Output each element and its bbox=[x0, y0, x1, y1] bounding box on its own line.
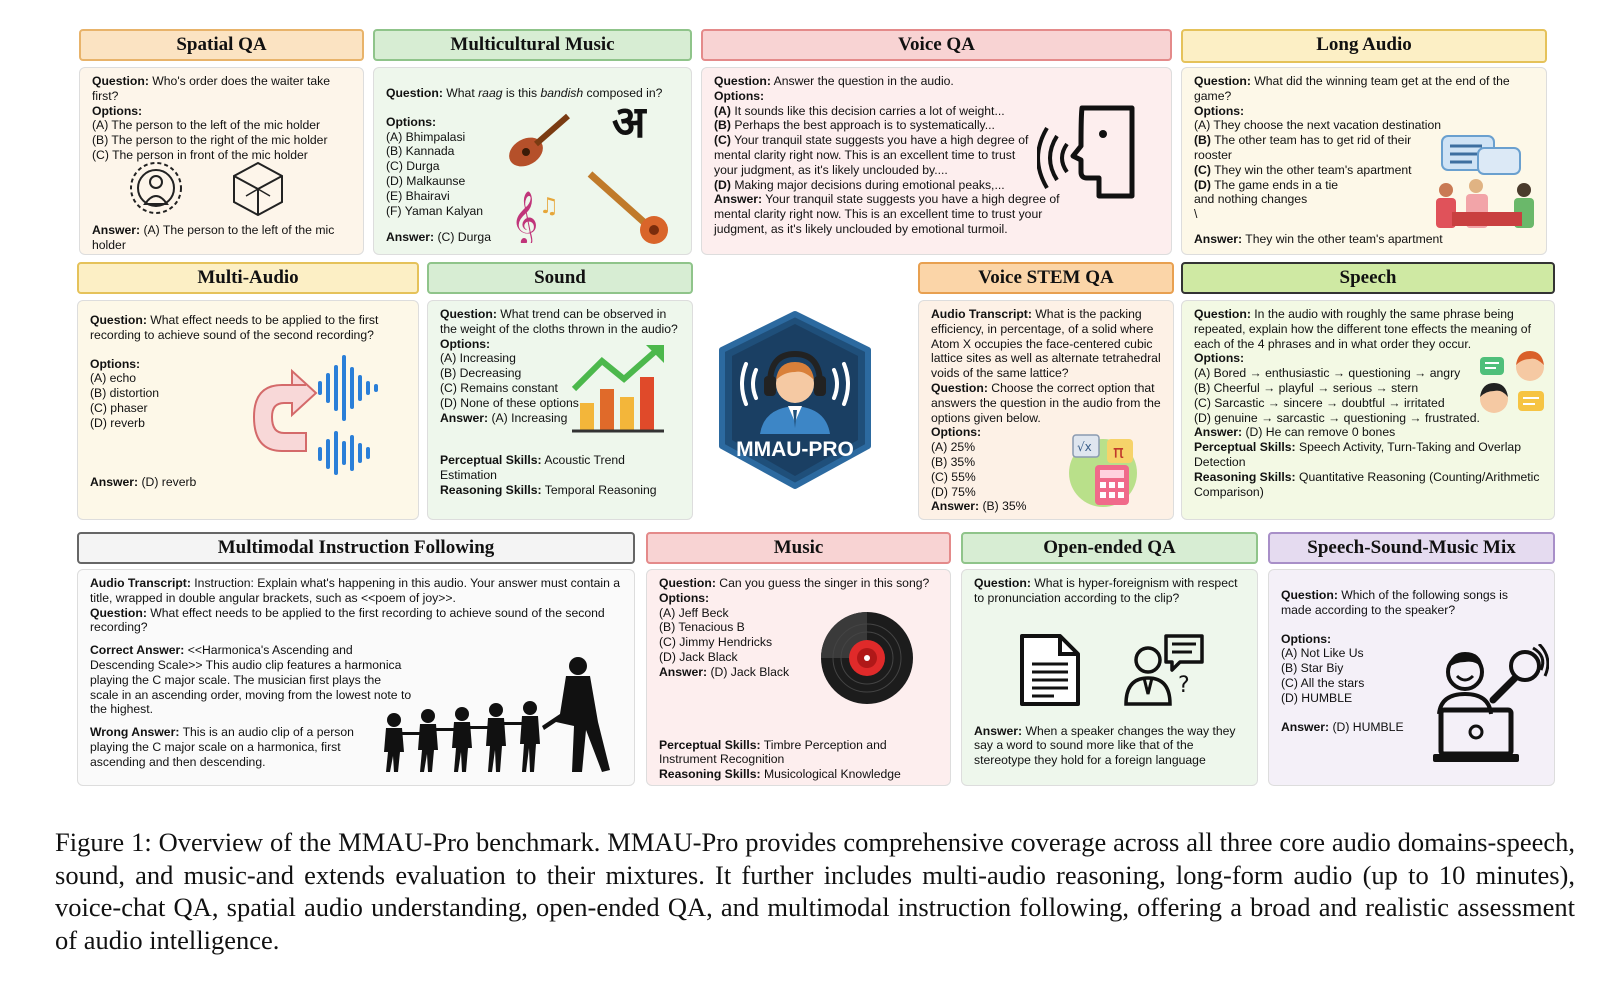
sitar-icon bbox=[504, 110, 574, 172]
long-answer: Answer: They win the other team's apartment bbox=[1194, 231, 1443, 246]
stem-transcript: Audio Transcript: What is the packing efficiency, in percentage, of a solid where Atom X occupies the face-centered cubic lattice sites as well as alternate tetrahedral voids of the same lattice? bbox=[931, 307, 1161, 381]
spatial-options-label: Options: bbox=[92, 103, 143, 118]
voice-question: Question: Answer the question in the audio. bbox=[714, 74, 954, 88]
music-perceptual: Perceptual Skills: Timbre Perception and Instrument Recognition bbox=[659, 737, 887, 767]
instr-correct-answer: Correct Answer: <<Harmonica's Ascending and Descending Scale>> This audio clip features a harmonica playing the C major scale. The musician first plays the scale in an ascending order, moving from the lowest note to the highest. bbox=[90, 643, 412, 717]
spatial-option: (C) The person in front of the mic holder bbox=[92, 147, 308, 162]
speech-header: Speech bbox=[1181, 262, 1555, 294]
voice-qa-panel bbox=[701, 67, 1172, 255]
music-option: (C) Jimmy Hendricks bbox=[659, 635, 773, 650]
mix-answer: Answer: (D) HUMBLE bbox=[1281, 719, 1404, 734]
stem-answer: Answer: (B) 35% bbox=[931, 499, 1027, 514]
sound-options-label: Options: bbox=[440, 336, 491, 351]
figure-caption bbox=[55, 826, 1575, 956]
conversation-faces-icon bbox=[1478, 349, 1548, 417]
long-option: (A) They choose the next vacation destination bbox=[1194, 118, 1442, 133]
sound-header: Sound bbox=[427, 262, 693, 294]
spatial-qa-header: Spatial QA bbox=[79, 29, 364, 61]
spatial-audio-person-icon bbox=[128, 160, 184, 218]
multicultural-answer: Answer: (C) Durga bbox=[386, 230, 491, 245]
sound-panel bbox=[427, 300, 693, 520]
speech-option: (C) Sarcastic → sincere → doubtful → irritated bbox=[1194, 395, 1445, 410]
open-answer: Answer: When a speaker changes the way they say a word to sound more like that of the stereotype they hold for a foreign language bbox=[974, 723, 1236, 768]
devanagari-glyph: अ bbox=[612, 97, 646, 148]
children-silhouette-icon bbox=[380, 656, 624, 776]
speaking-head-icon bbox=[1037, 96, 1147, 206]
open-ended-qa-panel bbox=[961, 569, 1258, 786]
caption-label: Figure 1: bbox=[55, 827, 152, 857]
math-calculator-icon bbox=[1065, 431, 1141, 509]
mmau-pro-logo bbox=[712, 310, 878, 490]
voice-option: (B) Perhaps the best approach is to systematically... bbox=[714, 118, 995, 133]
music-option: (B) Tenacious B bbox=[659, 620, 745, 635]
svg-text:𝄞: 𝄞 bbox=[511, 190, 539, 243]
long-question: Question: What did the winning team get at the end of the game? bbox=[1194, 74, 1510, 103]
speech-sound-music-mix-panel bbox=[1268, 569, 1555, 786]
long-stray-mark: \ bbox=[1194, 207, 1198, 222]
stem-option: (D) 75% bbox=[931, 484, 976, 499]
voice-qa-header: Voice QA bbox=[701, 29, 1172, 61]
long-options-label: Options: bbox=[1194, 103, 1245, 118]
speech-options-label: Options: bbox=[1194, 351, 1245, 366]
vinyl-record-icon bbox=[819, 610, 915, 706]
multi-audio-option: (B) distortion bbox=[90, 386, 160, 401]
multicultural-option: (F) Yaman Kalyan bbox=[386, 203, 484, 218]
mix-question: Question: Which of the following songs is made according to the speaker? bbox=[1281, 588, 1508, 617]
mix-option: (A) Not Like Us bbox=[1281, 646, 1364, 661]
multi-audio-answer: Answer: (D) reverb bbox=[90, 474, 197, 489]
spatial-option: (A) The person to the left of the mic holder bbox=[92, 118, 321, 133]
speech-option: (B) Cheerful → playful → serious → stern bbox=[1194, 380, 1419, 395]
stem-question: Question: Choose the correct option that answers the question in the audio from the options given below. bbox=[931, 380, 1161, 425]
speech-option: (D) genuine → sarcastic → questioning → frustrated. bbox=[1194, 410, 1480, 425]
instr-transcript: Audio Transcript: Instruction: Explain what's happening in this audio. Your answer must contain a title, wrapped in double angular brackets, such as <<poem of joy>>. bbox=[90, 576, 621, 605]
podcaster-laptop-icon bbox=[1429, 644, 1549, 766]
speech-answer: Answer: (D) He can remove 0 bones bbox=[1194, 425, 1396, 440]
multi-audio-header: Multi-Audio bbox=[77, 262, 419, 294]
document-icon bbox=[1018, 632, 1082, 708]
multicultural-option: (A) Bhimpalasi bbox=[386, 129, 466, 144]
long-audio-panel bbox=[1181, 67, 1547, 255]
mix-options-label: Options: bbox=[1281, 631, 1332, 646]
multi-audio-panel bbox=[77, 300, 419, 520]
multicultural-option: (E) Bhairavi bbox=[386, 188, 450, 203]
stem-option: (C) 55% bbox=[931, 469, 976, 484]
music-header: Music bbox=[646, 532, 951, 564]
sound-option: (B) Decreasing bbox=[440, 366, 522, 381]
spatial-cube-icon bbox=[230, 160, 286, 218]
multicultural-option: (B) Kannada bbox=[386, 144, 455, 159]
stem-option: (A) 25% bbox=[931, 440, 976, 455]
voice-stem-qa-panel bbox=[918, 300, 1174, 520]
speech-reasoning: Reasoning Skills: Quantitative Reasoning (Counting/Arithmetic Comparison) bbox=[1194, 469, 1540, 499]
open-question: Question: What is hyper-foreignism with respect to pronunciation according to the clip? bbox=[974, 576, 1238, 605]
multicultural-options-label: Options: bbox=[386, 114, 437, 129]
speech-option: (A) Bored → enthusiastic → questioning → angry bbox=[1194, 366, 1461, 381]
music-reasoning: Reasoning Skills: Musicological Knowledge bbox=[659, 767, 901, 782]
long-audio-header: Long Audio bbox=[1181, 29, 1547, 63]
caption-text: Overview of the MMAU-Pro benchmark. MMAU-Pro provides comprehensive coverage across all three core audio domains-speech, sound, and music-and extends evaluation to their mixtures. It further includes multi-audio reasoning, long-form audio (up to 10 minutes), voice-chat QA, spatial audio understanding, open-ended QA, and multimodal instruction following, offering a broad and realistic assessment of audio intelligence. bbox=[55, 827, 1576, 955]
open-ended-qa-header: Open-ended QA bbox=[961, 532, 1258, 564]
tanpura-icon bbox=[584, 170, 674, 246]
music-answer: Answer: (D) Jack Black bbox=[659, 664, 790, 679]
mix-option: (B) Star Biy bbox=[1281, 661, 1344, 676]
multicultural-question: Question: What raag is this bandish composed in? bbox=[386, 86, 663, 100]
svg-text:?: ? bbox=[1178, 673, 1190, 698]
long-option: (D) The game ends in a tie and nothing changes bbox=[1194, 177, 1339, 207]
voice-stem-qa-header: Voice STEM QA bbox=[918, 262, 1174, 294]
instruction-following-header: Multimodal Instruction Following bbox=[77, 532, 635, 564]
voice-option: (A) It sounds like this decision carries a lot of weight... bbox=[714, 103, 1005, 118]
music-option: (A) Jeff Beck bbox=[659, 605, 729, 620]
sound-option: (D) None of these options bbox=[440, 395, 579, 410]
stem-option: (B) 35% bbox=[931, 454, 976, 469]
multi-audio-option: (A) echo bbox=[90, 371, 137, 386]
sound-answer: Answer: (A) Increasing bbox=[440, 410, 568, 425]
multicultural-music-header: Multicultural Music bbox=[373, 29, 692, 61]
music-option: (D) Jack Black bbox=[659, 649, 738, 664]
group-chat-icon bbox=[1432, 134, 1542, 234]
svg-text:♫: ♫ bbox=[539, 194, 559, 219]
sound-perceptual: Perceptual Skills: Acoustic Trend Estimation bbox=[440, 453, 625, 483]
sound-option: (A) Increasing bbox=[440, 351, 516, 366]
voice-options-label: Options: bbox=[714, 88, 765, 103]
svg-text:√x: √x bbox=[1077, 440, 1092, 454]
speech-sound-music-mix-header: Speech-Sound-Music Mix bbox=[1268, 532, 1555, 564]
speech-perceptual: Perceptual Skills: Speech Activity, Turn-Taking and Overlap Detection bbox=[1194, 440, 1521, 469]
svg-text:π: π bbox=[1113, 442, 1124, 463]
voice-answer: Answer: Your tranquil state suggests you have a high degree of mental clarity right now. This is an excellent time to trust your judgment, as it's likely unclouded by emotional turmoil. bbox=[714, 192, 1060, 236]
speech-panel bbox=[1181, 300, 1555, 520]
long-option: (C) They win the other team's apartment bbox=[1194, 162, 1412, 177]
music-question: Question: Can you guess the singer in this song? bbox=[659, 576, 930, 590]
trend-chart-icon bbox=[568, 343, 668, 437]
sound-option: (C) Remains constant bbox=[440, 380, 558, 395]
voice-option: (D) Making major decisions during emotional peaks,... bbox=[714, 177, 1005, 192]
music-panel bbox=[646, 569, 951, 786]
spatial-answer: Answer: (A) The person to the left of the mic holder bbox=[92, 222, 335, 252]
sound-reasoning: Reasoning Skills: Temporal Reasoning bbox=[440, 482, 657, 497]
multicultural-music-panel bbox=[373, 67, 692, 255]
mix-option: (D) HUMBLE bbox=[1281, 690, 1353, 705]
spatial-qa-panel bbox=[79, 67, 364, 255]
multi-audio-option: (C) phaser bbox=[90, 400, 148, 415]
long-option: (B) The other team has to get rid of their rooster bbox=[1194, 133, 1412, 162]
instruction-following-panel bbox=[77, 569, 635, 786]
spatial-question: Question: Who's order does the waiter take first? bbox=[92, 74, 331, 103]
multicultural-option: (C) Durga bbox=[386, 159, 440, 174]
multi-audio-question: Question: What effect needs to be applied to the first recording to achieve sound of the second recording? bbox=[90, 313, 379, 342]
speaker-question-icon bbox=[1122, 632, 1206, 708]
music-notes-icon bbox=[509, 183, 569, 243]
music-options-label: Options: bbox=[659, 590, 710, 605]
spatial-option: (B) The person to the right of the mic holder bbox=[92, 133, 328, 148]
mix-option: (C) All the stars bbox=[1281, 675, 1365, 690]
stem-options-label: Options: bbox=[931, 425, 982, 440]
sound-wave-icon bbox=[314, 353, 384, 477]
sound-question: Question: What trend can be observed in the weight of the cloths thrown in the audio? bbox=[440, 307, 678, 336]
instr-question: Question: What effect needs to be applied to the first recording to achieve sound of the second recording? bbox=[90, 605, 605, 635]
logo-text: MMAU-PRO bbox=[736, 438, 854, 461]
multi-audio-options-label: Options: bbox=[90, 356, 141, 371]
voice-option: (C) Your tranquil state suggests you have a high degree of mental clarity right now. This is an excellent time to trust your judgment, as it's likely unclouded by.... bbox=[714, 133, 1029, 177]
speech-question: Question: In the audio with roughly the same phrase being repeated, explain how the different tone effects the meaning of each of the 4 phrases and in what order they occur. bbox=[1194, 307, 1531, 351]
multicultural-option: (D) Malkaunse bbox=[386, 173, 466, 188]
multi-audio-option: (D) reverb bbox=[90, 415, 145, 430]
redo-arrow-icon bbox=[248, 367, 318, 463]
instr-wrong-answer: Wrong Answer: This is an audio clip of a person playing the C major scale on a harmonica, first ascending and then descending. bbox=[90, 725, 354, 769]
